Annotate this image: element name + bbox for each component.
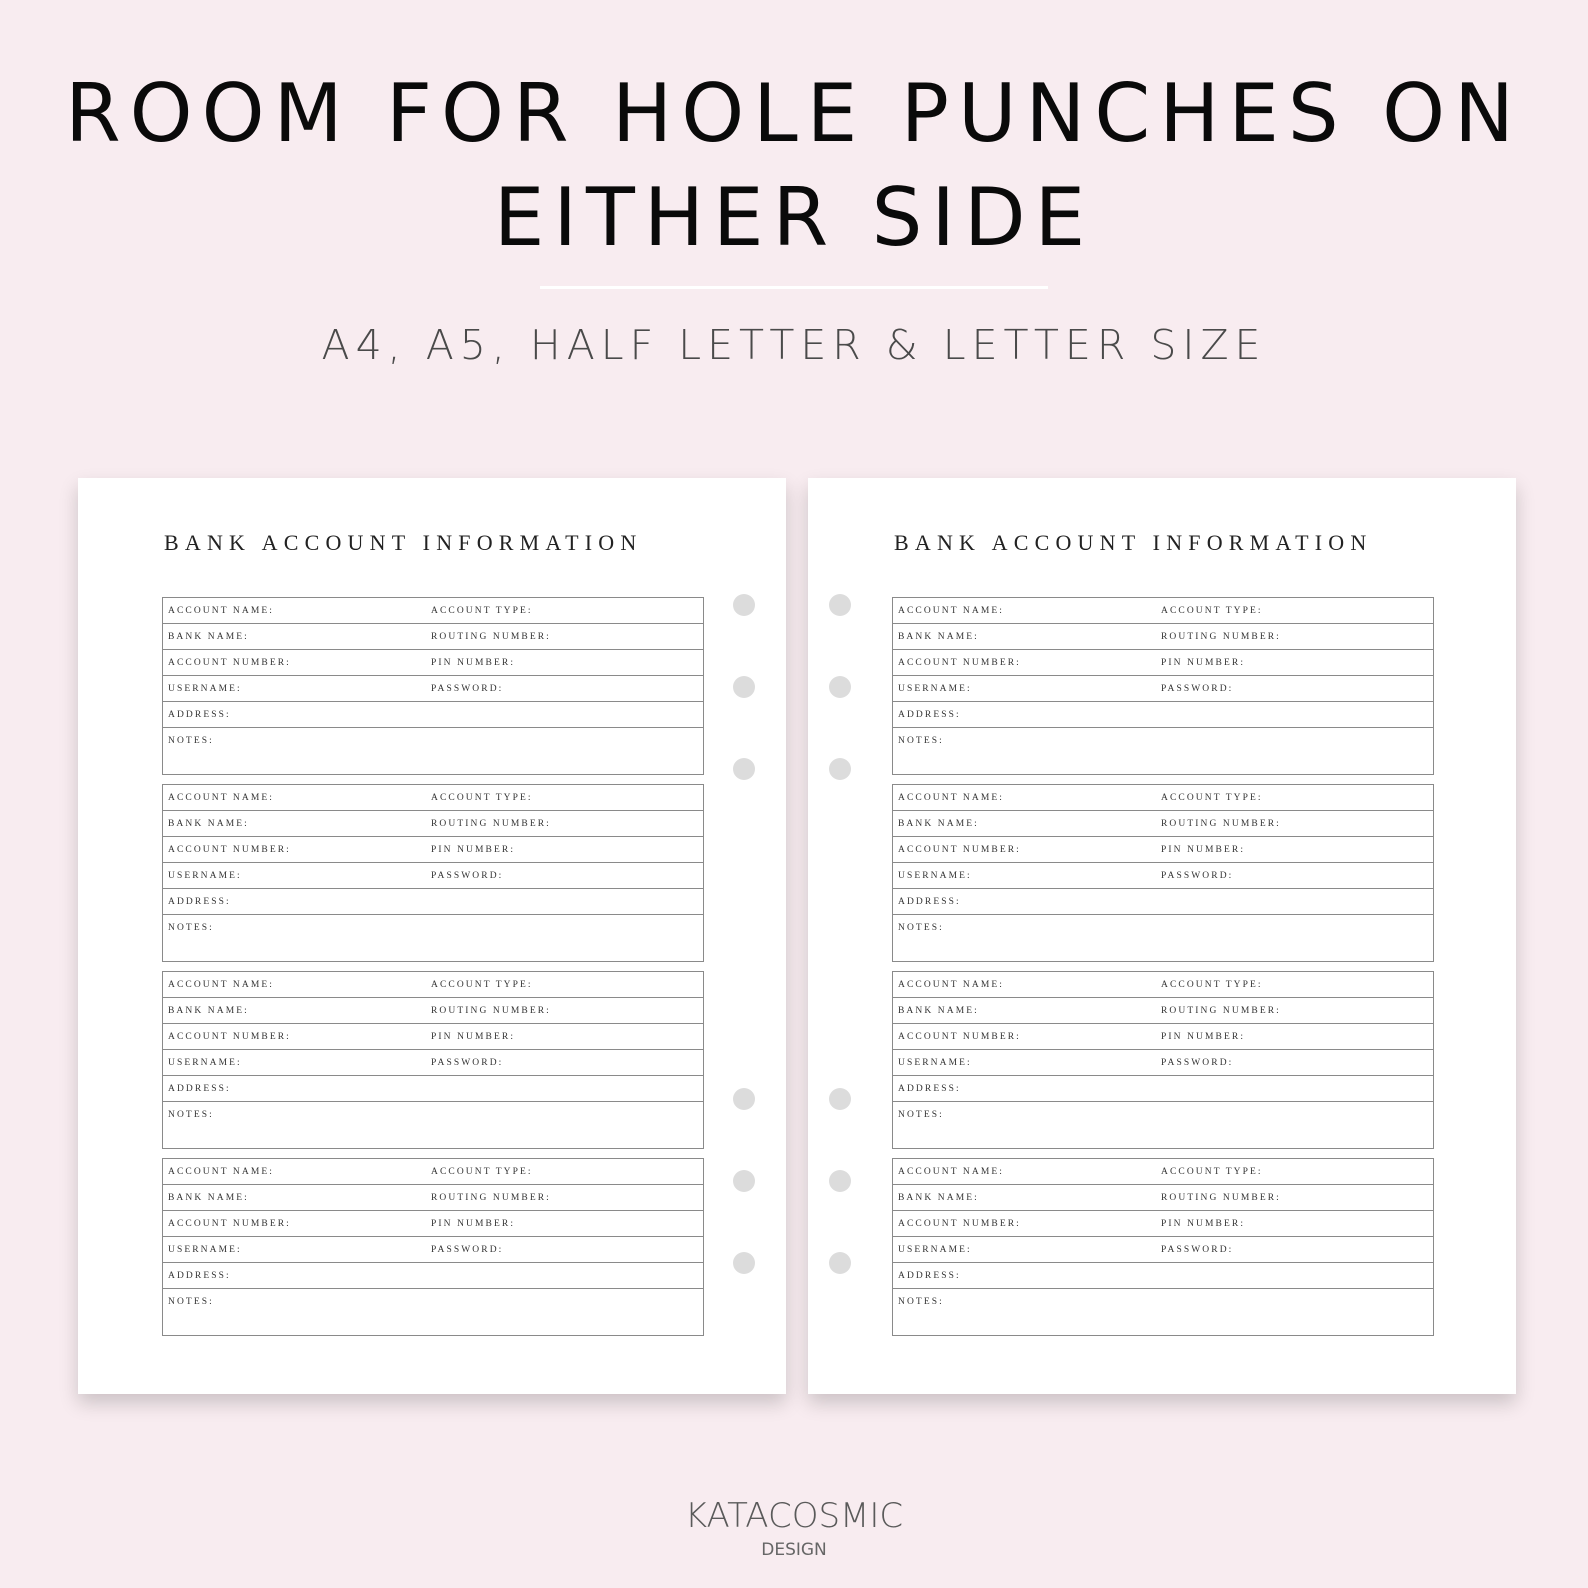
notes-label: NOTES: xyxy=(898,1110,944,1120)
account-number-label: ACCOUNT NUMBER: xyxy=(898,1218,1021,1229)
bank-name-label: BANK NAME: xyxy=(898,1005,979,1016)
bank-name-label: BANK NAME: xyxy=(898,818,979,829)
username-label: USERNAME: xyxy=(168,1057,242,1068)
account-type-label: ACCOUNT TYPE: xyxy=(1161,1166,1263,1177)
pin-number-label: PIN NUMBER: xyxy=(1161,1031,1246,1042)
form-row xyxy=(163,702,703,728)
account-name-label: ACCOUNT NAME: xyxy=(898,979,1005,990)
subtitle: A4, A5, HALF LETTER & LETTER SIZE xyxy=(321,321,1267,369)
notes-row xyxy=(163,728,703,774)
address-label: ADDRESS: xyxy=(898,1270,961,1281)
notes-label: NOTES: xyxy=(898,923,944,933)
pin-number-label: PIN NUMBER: xyxy=(1161,1218,1246,1229)
form-row xyxy=(893,676,1433,702)
username-label: USERNAME: xyxy=(168,1244,242,1255)
sheet-left xyxy=(78,478,786,1394)
form-row xyxy=(893,1024,1433,1050)
notes-row xyxy=(893,1102,1433,1148)
password-label: PASSWORD: xyxy=(1161,870,1234,881)
form-row xyxy=(163,650,703,676)
account-number-label: ACCOUNT NUMBER: xyxy=(168,1031,291,1042)
notes-label: NOTES: xyxy=(168,923,214,933)
username-label: USERNAME: xyxy=(168,870,242,881)
account-number-label: ACCOUNT NUMBER: xyxy=(898,657,1021,668)
notes-label: NOTES: xyxy=(898,1297,944,1307)
account-block xyxy=(162,597,704,775)
form-row xyxy=(163,1263,703,1289)
hole-punch-icon xyxy=(733,1170,755,1192)
account-type-label: ACCOUNT TYPE: xyxy=(431,605,533,616)
headline-line-2: EITHER SIDE xyxy=(493,171,1095,264)
address-label: ADDRESS: xyxy=(168,896,231,907)
notes-label: NOTES: xyxy=(168,736,214,746)
notes-label: NOTES: xyxy=(168,1297,214,1307)
account-name-label: ACCOUNT NAME: xyxy=(168,979,275,990)
routing-number-label: ROUTING NUMBER: xyxy=(431,631,551,642)
account-type-label: ACCOUNT TYPE: xyxy=(1161,792,1263,803)
form-row xyxy=(893,1050,1433,1076)
account-name-label: ACCOUNT NAME: xyxy=(168,1166,275,1177)
form-row xyxy=(163,998,703,1024)
hole-punch-icon xyxy=(733,1088,755,1110)
form-row xyxy=(163,811,703,837)
hole-punch-icon xyxy=(829,758,851,780)
form-row xyxy=(893,785,1433,811)
account-type-label: ACCOUNT TYPE: xyxy=(431,792,533,803)
form-row xyxy=(163,972,703,998)
form-row xyxy=(163,676,703,702)
bank-name-label: BANK NAME: xyxy=(168,1005,249,1016)
form-row xyxy=(893,624,1433,650)
form-row xyxy=(163,1211,703,1237)
account-number-label: ACCOUNT NUMBER: xyxy=(168,844,291,855)
pin-number-label: PIN NUMBER: xyxy=(431,1218,516,1229)
pin-number-label: PIN NUMBER: xyxy=(1161,844,1246,855)
form-row xyxy=(163,1237,703,1263)
address-label: ADDRESS: xyxy=(898,896,961,907)
bank-name-label: BANK NAME: xyxy=(898,631,979,642)
address-label: ADDRESS: xyxy=(898,1083,961,1094)
pin-number-label: PIN NUMBER: xyxy=(431,1031,516,1042)
notes-row xyxy=(163,915,703,961)
hole-punch-icon xyxy=(733,758,755,780)
notes-row xyxy=(893,728,1433,774)
account-type-label: ACCOUNT TYPE: xyxy=(431,1166,533,1177)
routing-number-label: ROUTING NUMBER: xyxy=(1161,818,1281,829)
account-block xyxy=(162,971,704,1149)
form-row xyxy=(163,1024,703,1050)
routing-number-label: ROUTING NUMBER: xyxy=(1161,1005,1281,1016)
password-label: PASSWORD: xyxy=(431,1244,504,1255)
routing-number-label: ROUTING NUMBER: xyxy=(1161,631,1281,642)
account-name-label: ACCOUNT NAME: xyxy=(898,1166,1005,1177)
password-label: PASSWORD: xyxy=(431,683,504,694)
password-label: PASSWORD: xyxy=(431,870,504,881)
routing-number-label: ROUTING NUMBER: xyxy=(1161,1192,1281,1203)
form-row xyxy=(163,624,703,650)
form-row xyxy=(163,889,703,915)
form-row xyxy=(163,1076,703,1102)
account-number-label: ACCOUNT NUMBER: xyxy=(898,1031,1021,1042)
form-row xyxy=(893,1185,1433,1211)
account-block xyxy=(162,1158,704,1336)
routing-number-label: ROUTING NUMBER: xyxy=(431,1192,551,1203)
form-row xyxy=(893,598,1433,624)
username-label: USERNAME: xyxy=(898,1244,972,1255)
routing-number-label: ROUTING NUMBER: xyxy=(431,818,551,829)
sheet-right xyxy=(808,478,1516,1394)
hole-punch-icon xyxy=(733,594,755,616)
form-row xyxy=(893,889,1433,915)
username-label: USERNAME: xyxy=(168,683,242,694)
form-row xyxy=(893,811,1433,837)
bank-name-label: BANK NAME: xyxy=(168,1192,249,1203)
account-name-label: ACCOUNT NAME: xyxy=(898,605,1005,616)
form-row xyxy=(163,1050,703,1076)
account-block xyxy=(892,1158,1434,1336)
password-label: PASSWORD: xyxy=(1161,1057,1234,1068)
routing-number-label: ROUTING NUMBER: xyxy=(431,1005,551,1016)
sheet-title: BANK ACCOUNT INFORMATION xyxy=(894,530,1373,555)
form-row xyxy=(893,1237,1433,1263)
username-label: USERNAME: xyxy=(898,683,972,694)
form-row xyxy=(163,837,703,863)
form-row xyxy=(893,998,1433,1024)
account-block xyxy=(892,597,1434,775)
account-number-label: ACCOUNT NUMBER: xyxy=(168,657,291,668)
form-row xyxy=(163,1185,703,1211)
pin-number-label: PIN NUMBER: xyxy=(431,844,516,855)
notes-row xyxy=(163,1289,703,1335)
account-block xyxy=(162,784,704,962)
form-row xyxy=(893,972,1433,998)
form-row xyxy=(893,650,1433,676)
bank-name-label: BANK NAME: xyxy=(168,818,249,829)
form-row xyxy=(893,702,1433,728)
hole-punch-icon xyxy=(733,676,755,698)
form-row xyxy=(163,1159,703,1185)
hole-punch-icon xyxy=(829,676,851,698)
address-label: ADDRESS: xyxy=(898,709,961,720)
account-type-label: ACCOUNT TYPE: xyxy=(431,979,533,990)
notes-row xyxy=(893,1289,1433,1335)
hole-punch-icon xyxy=(829,1170,851,1192)
form-row xyxy=(893,837,1433,863)
headline-line-1: ROOM FOR HOLE PUNCHES ON xyxy=(65,67,1523,160)
account-name-label: ACCOUNT NAME: xyxy=(168,792,275,803)
brand-logo: KATACOSMIC xyxy=(684,1496,904,1536)
account-type-label: ACCOUNT TYPE: xyxy=(1161,979,1263,990)
password-label: PASSWORD: xyxy=(1161,1244,1234,1255)
form-row xyxy=(163,863,703,889)
account-number-label: ACCOUNT NUMBER: xyxy=(898,844,1021,855)
notes-label: NOTES: xyxy=(168,1110,214,1120)
bank-name-label: BANK NAME: xyxy=(898,1192,979,1203)
form-row xyxy=(163,785,703,811)
bank-name-label: BANK NAME: xyxy=(168,631,249,642)
pin-number-label: PIN NUMBER: xyxy=(1161,657,1246,668)
password-label: PASSWORD: xyxy=(431,1057,504,1068)
account-block xyxy=(892,971,1434,1149)
address-label: ADDRESS: xyxy=(168,1083,231,1094)
username-label: USERNAME: xyxy=(898,1057,972,1068)
sheet-title: BANK ACCOUNT INFORMATION xyxy=(164,530,643,555)
form-row xyxy=(893,863,1433,889)
pin-number-label: PIN NUMBER: xyxy=(431,657,516,668)
notes-row xyxy=(163,1102,703,1148)
account-block xyxy=(892,784,1434,962)
form-row xyxy=(893,1263,1433,1289)
notes-row xyxy=(893,915,1433,961)
username-label: USERNAME: xyxy=(898,870,972,881)
form-row xyxy=(893,1159,1433,1185)
account-name-label: ACCOUNT NAME: xyxy=(168,605,275,616)
brand-logo-sub: DESIGN xyxy=(761,1540,827,1560)
hole-punch-icon xyxy=(829,1088,851,1110)
account-blocks xyxy=(162,597,704,1345)
account-number-label: ACCOUNT NUMBER: xyxy=(168,1218,291,1229)
divider xyxy=(540,286,1048,289)
password-label: PASSWORD: xyxy=(1161,683,1234,694)
notes-label: NOTES: xyxy=(898,736,944,746)
account-name-label: ACCOUNT NAME: xyxy=(898,792,1005,803)
address-label: ADDRESS: xyxy=(168,709,231,720)
hole-punch-icon xyxy=(829,1252,851,1274)
form-row xyxy=(893,1211,1433,1237)
form-row xyxy=(893,1076,1433,1102)
address-label: ADDRESS: xyxy=(168,1270,231,1281)
form-row xyxy=(163,598,703,624)
hole-punch-icon xyxy=(829,594,851,616)
headline xyxy=(0,62,1588,270)
hole-punch-icon xyxy=(733,1252,755,1274)
account-type-label: ACCOUNT TYPE: xyxy=(1161,605,1263,616)
account-blocks xyxy=(892,597,1434,1345)
